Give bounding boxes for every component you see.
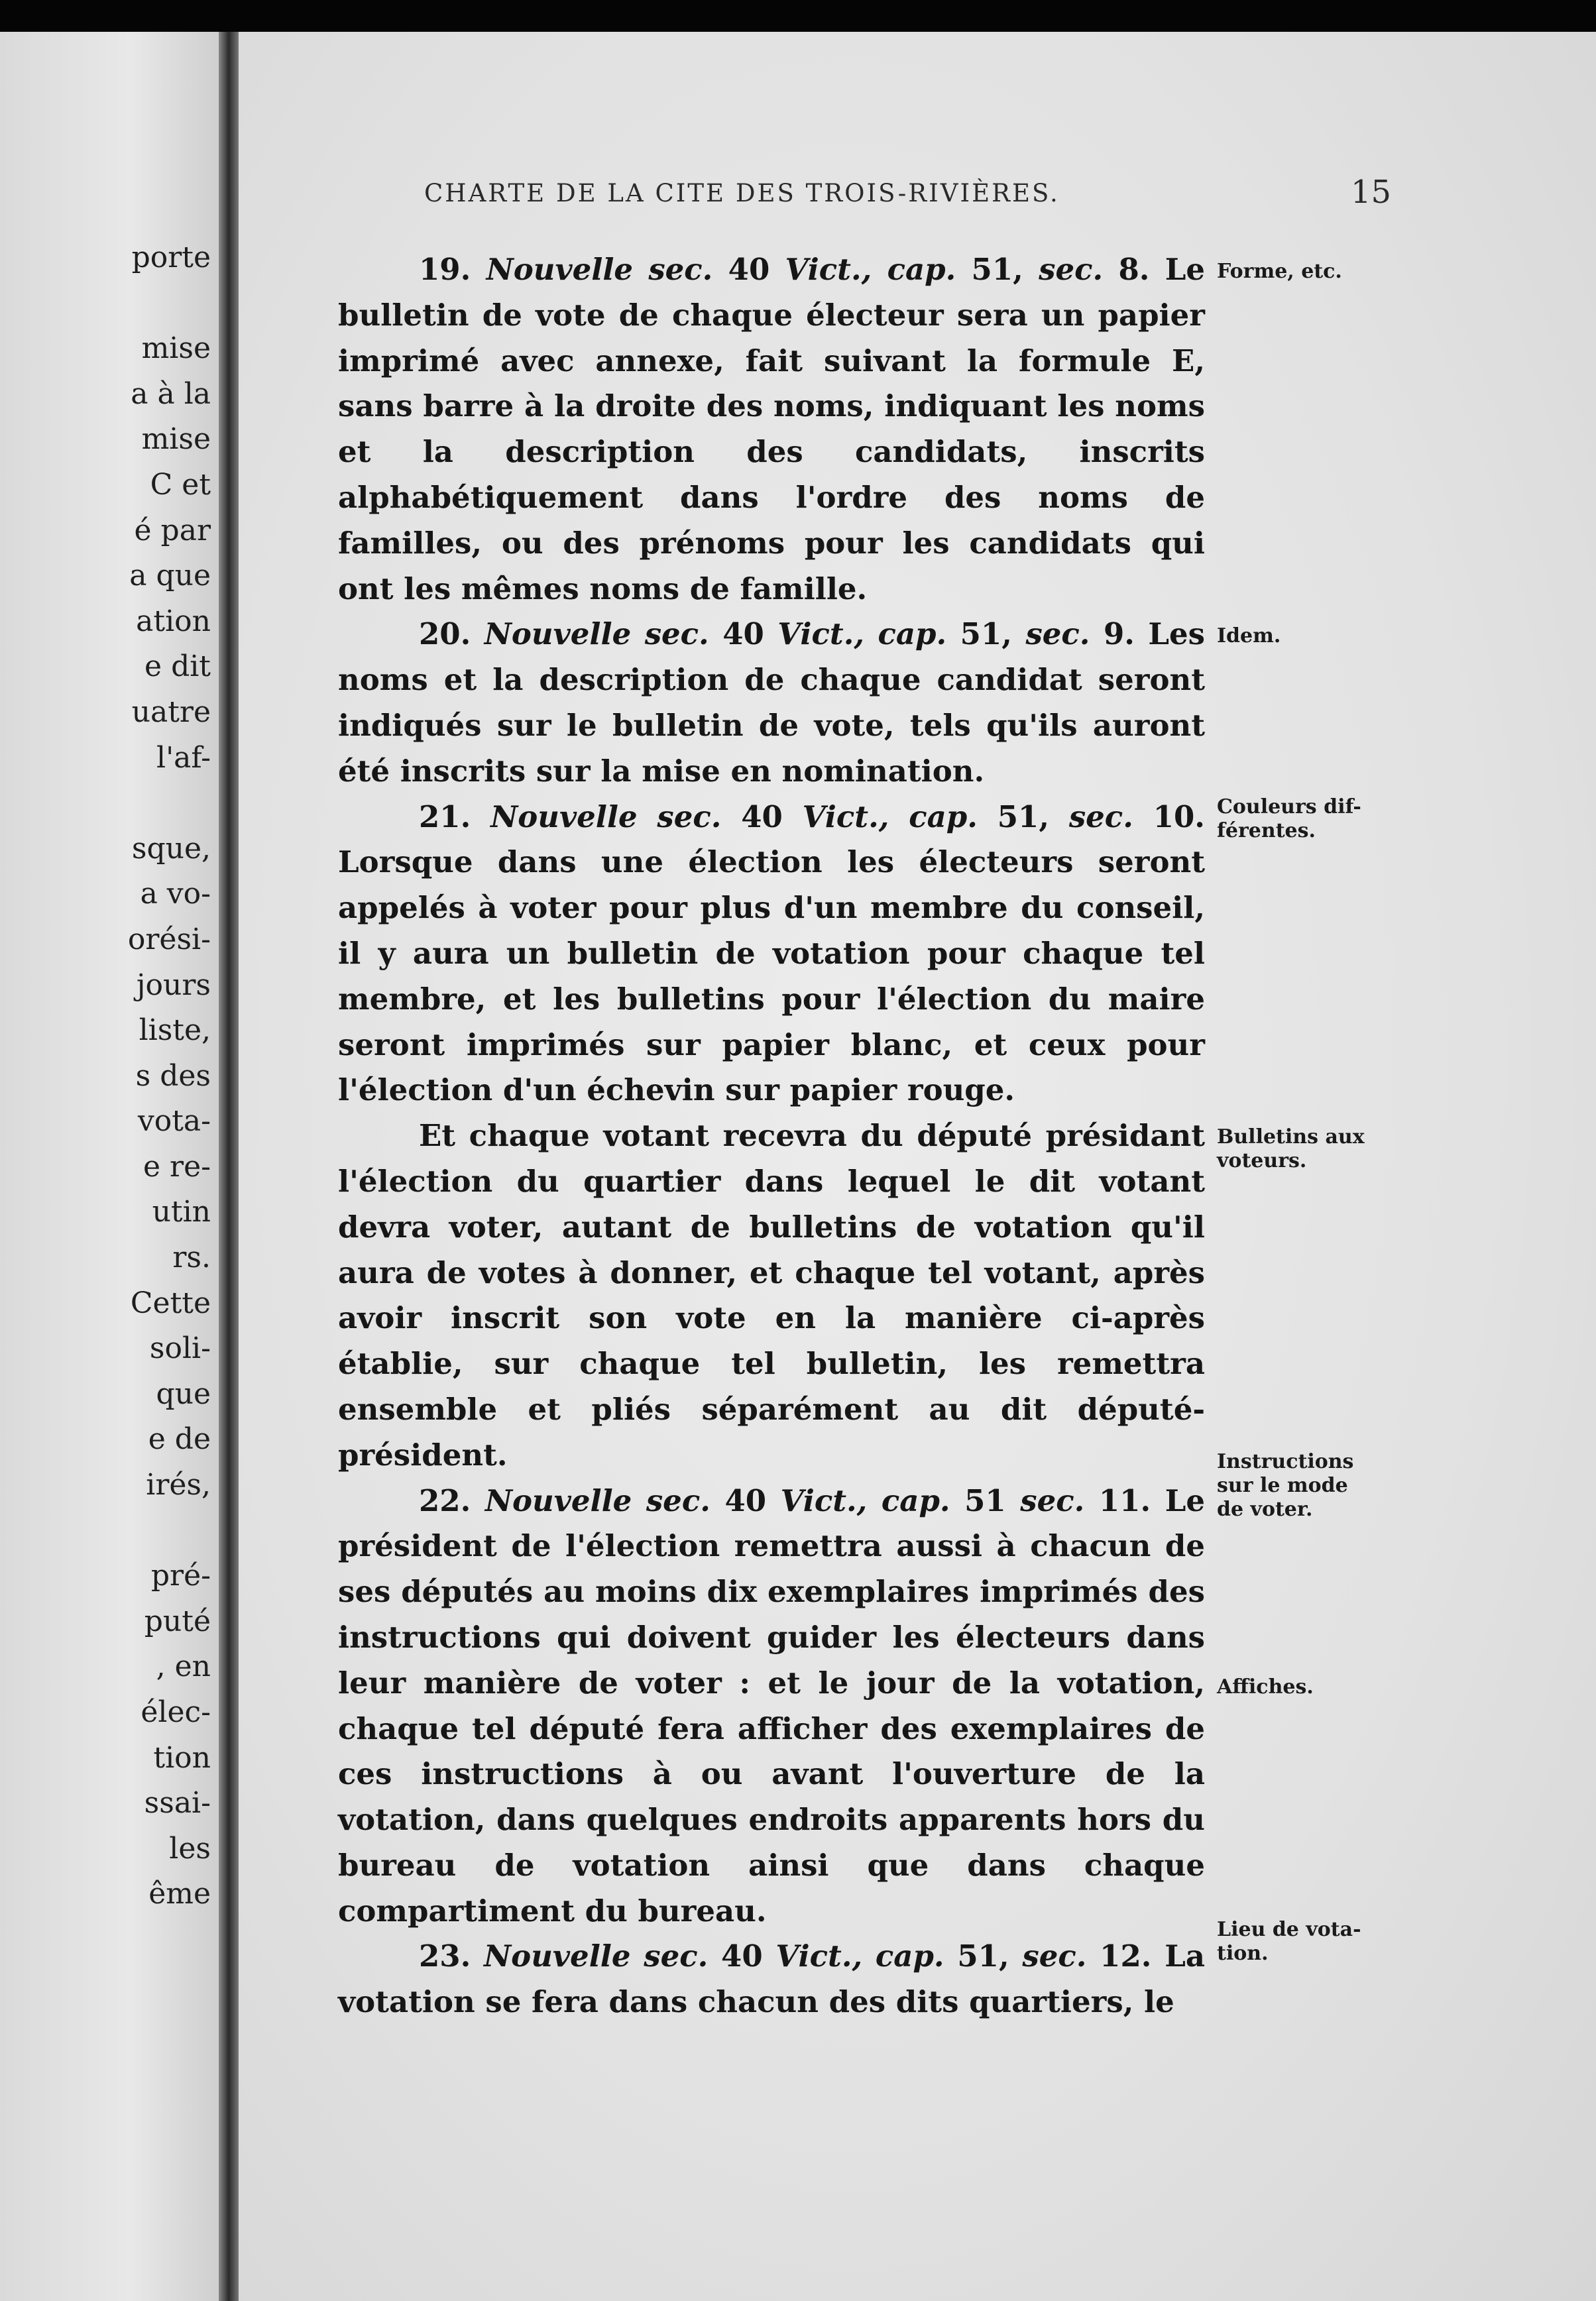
section-text: Le bulletin de vote de chaque électeur sera un papier imprimé avec annexe, fait suivant la formule E, sans barre à la droite des noms, indiquant les noms et la description des candidats, inscrits alphabétiquement dans l'ordre des noms de familles, ou des prénoms pour les candidats qui ont les mêmes noms de famille.: [338, 252, 1205, 606]
facing-line: rs.: [172, 1241, 211, 1275]
facing-line: mise: [141, 331, 211, 366]
facing-page-text: [0, 235, 211, 1917]
section-22: 22. Nouvelle sec. 40 Vict., cap. 51 sec. 11. Le président de l'élection remettra aussi à chacun de ses députés au moins dix exemplaires imprimés des instructions qui doivent guider les électeurs dans leur manière de voter : et le jour de la votation, chaque tel député fera afficher des exemplaires de ces instructions à ou avant l'ouverture de la votation, dans quelques endroits apparents hors du bureau de votation ainsi que dans chaque compartiment du bureau.: [338, 1483, 1205, 1929]
facing-line: jours: [136, 968, 211, 1002]
facing-line: les: [169, 1831, 211, 1866]
facing-line: tion: [153, 1740, 211, 1775]
facing-line: e re-: [143, 1149, 211, 1184]
margin-note-instructions: Instructions sur le mode de voter.: [1217, 1450, 1354, 1521]
section-text: La votation se fera dans chacun des dits quartiers, le: [338, 1938, 1206, 2020]
facing-line: Cette: [130, 1286, 211, 1320]
facing-line: sque,: [131, 831, 211, 866]
facing-line: a à la: [131, 376, 211, 411]
section-19: 19. Nouvelle sec. 40 Vict., cap. 51, sec. 8. Le bulletin de vote de chaque électeur sera un papier imprimé avec annexe, fait suivant la formule E, sans barre à la droite des noms, indiquant les noms et la description des candidats, inscrits alphabétiquement dans l'ordre des noms de familles, ou des prénoms pour les candidats qui ont les mêmes noms de famille.: [338, 252, 1205, 606]
facing-line: utin: [152, 1195, 211, 1229]
section-number: 21.: [419, 799, 471, 834]
facing-line: ation: [136, 604, 211, 638]
margin-note-idem: Idem.: [1217, 624, 1281, 647]
facing-line: puté: [144, 1604, 211, 1638]
facing-line: é par: [134, 513, 211, 547]
facing-page-left: [0, 32, 219, 2301]
facing-line: pré-: [150, 1559, 211, 1593]
citation: Nouvelle sec.: [484, 1938, 709, 1974]
margin-note-bulletins: Bulletins aux voteurs.: [1217, 1125, 1365, 1172]
facing-line: C et: [150, 467, 211, 502]
facing-line: porte: [131, 241, 211, 274]
facing-line: [0, 281, 211, 327]
facing-line: ssai-: [144, 1786, 211, 1821]
section-21-paragraph-2: Et chaque votant recevra du député présidant l'élection du quartier dans lequel le dit votant devra voter, autant de bulletins de votation qu'il aura de votes à donner, et chaque tel votant, après avoir inscrit son vote en la manière ci-après établie, sur chaque tel bulletin, les remettra ensemble et pliés séparément au dit député-président.: [338, 1118, 1205, 1473]
facing-line: e de: [148, 1422, 211, 1457]
facing-line: orési-: [127, 922, 211, 956]
facing-line: mise: [141, 422, 211, 457]
margin-note-couleurs: Couleurs dif- férentes.: [1217, 795, 1361, 842]
facing-line: irés,: [146, 1468, 211, 1502]
margin-note-lieu: Lieu de vota- tion.: [1217, 1918, 1361, 1965]
facing-line: liste,: [139, 1013, 211, 1048]
section-number: 23.: [419, 1938, 471, 1974]
facing-line: soli-: [149, 1331, 211, 1366]
citation: Nouvelle sec.: [486, 252, 713, 287]
facing-line: [0, 781, 211, 826]
section-text: Le président de l'élection remettra aussi à chacun de ses députés au moins dix exemplaires imprimés des instructions qui doivent guider les électeurs dans leur manière de voter : et le jour de la votation, chaque tel député fera afficher des exemplaires de ces instructions à ou avant l'ouverture de la votation, dans quelques endroits apparents hors du bureau de votation ainsi que dans chaque compartiment du bureau.: [338, 1483, 1205, 1929]
margin-note-forme: Forme, etc.: [1217, 260, 1342, 283]
section-number: 20.: [419, 616, 471, 652]
section-text: Les noms et la description de chaque candidat seront indiqués sur le bulletin de vote, tels qu'ils auront été inscrits sur la mise en nomination.: [338, 616, 1205, 789]
citation: Nouvelle sec.: [484, 616, 709, 652]
book-gutter: [219, 32, 239, 2301]
section-20: 20. Nouvelle sec. 40 Vict., cap. 51, sec. 9. Les noms et la description de chaque candidat seront indiqués sur le bulletin de vote, tels qu'ils auront été inscrits sur la mise en nomination.: [338, 616, 1205, 789]
facing-line: uatre: [131, 695, 211, 729]
section-23: 23. Nouvelle sec. 40 Vict., cap. 51, sec. 12. La votation se fera dans chacun des dits quartiers, le: [338, 1938, 1206, 2020]
section-text: Lorsque dans une élection les électeurs seront appelés à voter pour plus d'un membre du conseil, il y aura un bulletin de votation pour chaque tel membre, et les bulletins pour l'élection du maire seront imprimés sur papier blanc, et ceux pour l'élection d'un échevin sur papier rouge.: [338, 844, 1205, 1108]
running-header: CHARTE DE LA CITE DES TROIS-RIVIÈRES.: [424, 179, 1060, 207]
facing-line: vota-: [137, 1104, 211, 1139]
citation: Nouvelle sec.: [490, 799, 722, 834]
facing-line: que: [156, 1376, 211, 1411]
scan-top-edge: [0, 0, 1596, 32]
margin-note-affiches: Affiches.: [1217, 1675, 1314, 1699]
facing-line: l'af-: [156, 740, 211, 775]
section-number: 22.: [419, 1483, 471, 1518]
facing-line: ême: [148, 1877, 211, 1911]
facing-line: a que: [129, 559, 211, 593]
facing-line: s des: [135, 1058, 211, 1093]
facing-line: e dit: [144, 649, 211, 684]
facing-line: élec-: [141, 1695, 211, 1729]
body-text: [338, 247, 1205, 2025]
facing-line: , en: [156, 1650, 211, 1684]
section-number: 19.: [419, 252, 471, 287]
facing-line: a vo-: [140, 877, 211, 911]
facing-line: [0, 1508, 211, 1554]
section-21: 21. Nouvelle sec. 40 Vict., cap. 51, sec. 10. Lorsque dans une élection les électeurs seront appelés à voter pour plus d'un membre du conseil, il y aura un bulletin de votation pour chaque tel membre, et les bulletins pour l'élection du maire seront imprimés sur papier blanc, et ceux pour l'élection d'un échevin sur papier rouge.: [338, 799, 1205, 1108]
citation: Nouvelle sec.: [484, 1483, 711, 1518]
page-number: 15: [1351, 174, 1392, 211]
